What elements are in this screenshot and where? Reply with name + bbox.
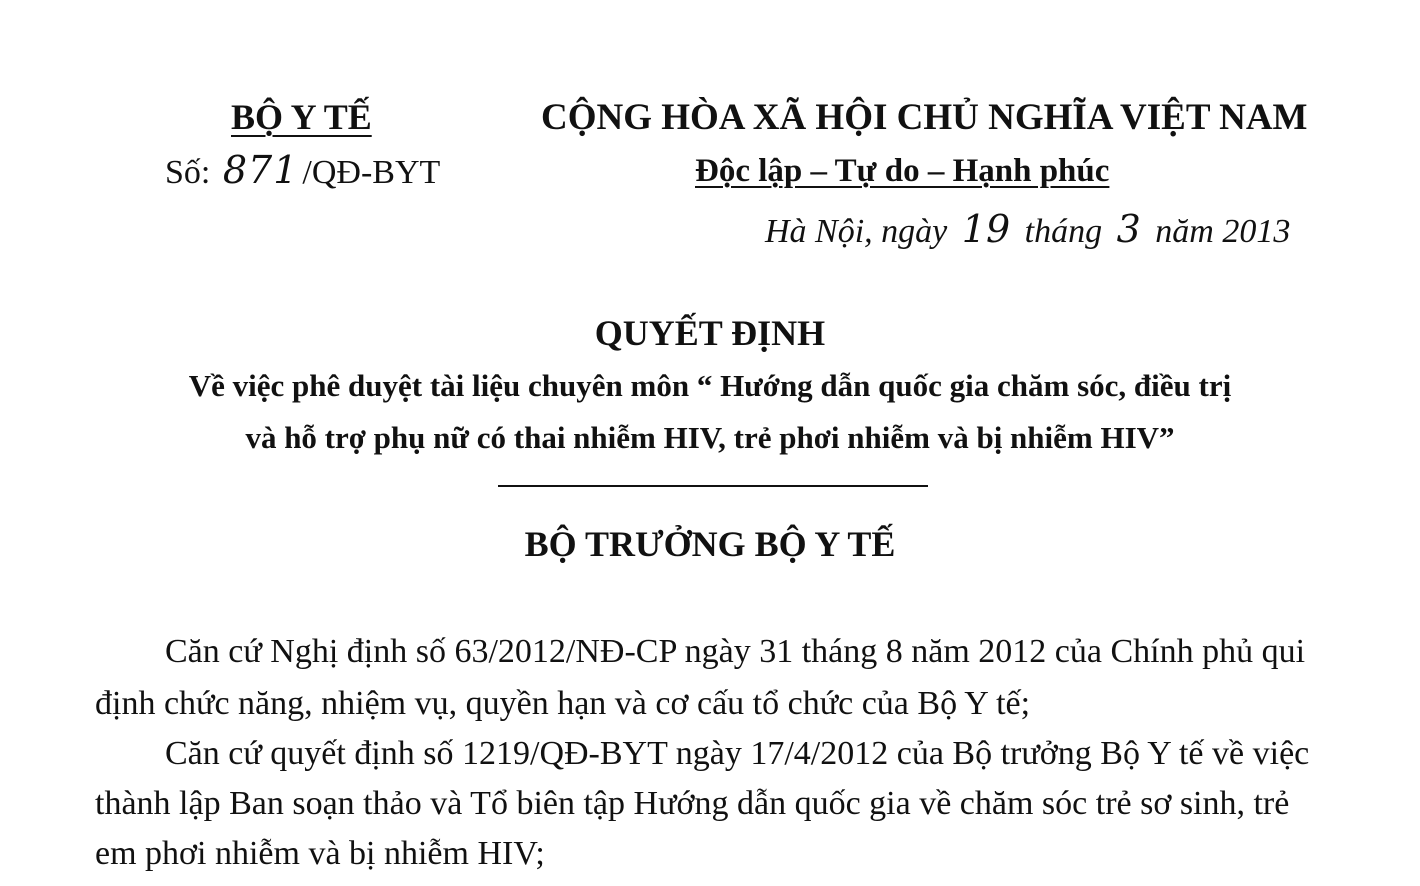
decision-subtitle-line-1: Về việc phê duyệt tài liệu chuyên môn “ Hướng dẫn quốc gia chăm sóc, điều trị — [188, 368, 1232, 403]
body-line: Căn cứ Nghị định số 63/2012/NĐ-CP ngày 31 tháng 8 năm 2012 của Chính phủ qui — [165, 633, 1306, 670]
date-month-label: tháng — [1024, 213, 1103, 250]
decision-subtitle-line-2: và hỗ trợ phụ nữ có thai nhiễm HIV, trẻ phơi nhiễm và bị nhiễm HIV” — [245, 420, 1175, 455]
decision-title: QUYẾT ĐỊNH — [594, 313, 826, 353]
date-prefix: Hà Nội, ngày — [765, 213, 948, 250]
body-line: em phơi nhiễm và bị nhiễm HIV; — [95, 835, 545, 872]
document-number-suffix: /QĐ-BYT — [302, 154, 441, 191]
issuing-authority: BỘ TRƯỞNG BỘ Y TẾ — [524, 524, 896, 564]
body-line: thành lập Ban soạn thảo và Tổ biên tập Hướng dẫn quốc gia về chăm sóc trẻ sơ sinh, trẻ — [95, 785, 1290, 822]
document-number — [165, 148, 440, 192]
body-line: định chức năng, nhiệm vụ, quyền hạn và cơ cấu tổ chức của Bộ Y tế; — [95, 685, 1031, 722]
document-number-prefix: Số: — [165, 154, 211, 191]
document-number-handwritten: 871 — [222, 148, 299, 192]
date-day-handwritten: 19 — [961, 207, 1011, 251]
national-motto: Độc lập – Tự do – Hạnh phúc — [695, 153, 1110, 189]
date-suffix: năm 2013 — [1155, 213, 1291, 250]
ministry-name: BỘ Y TẾ — [231, 97, 372, 137]
date-month-handwritten: 3 — [1116, 207, 1141, 251]
republic-heading: CỘNG HÒA XÃ HỘI CHỦ NGHĨA VIỆT NAM — [541, 97, 1308, 138]
title-divider — [498, 485, 928, 487]
date-line — [765, 207, 1290, 251]
body-line: Căn cứ quyết định số 1219/QĐ-BYT ngày 17/4/2012 của Bộ trưởng Bộ Y tế về việc — [165, 735, 1310, 772]
